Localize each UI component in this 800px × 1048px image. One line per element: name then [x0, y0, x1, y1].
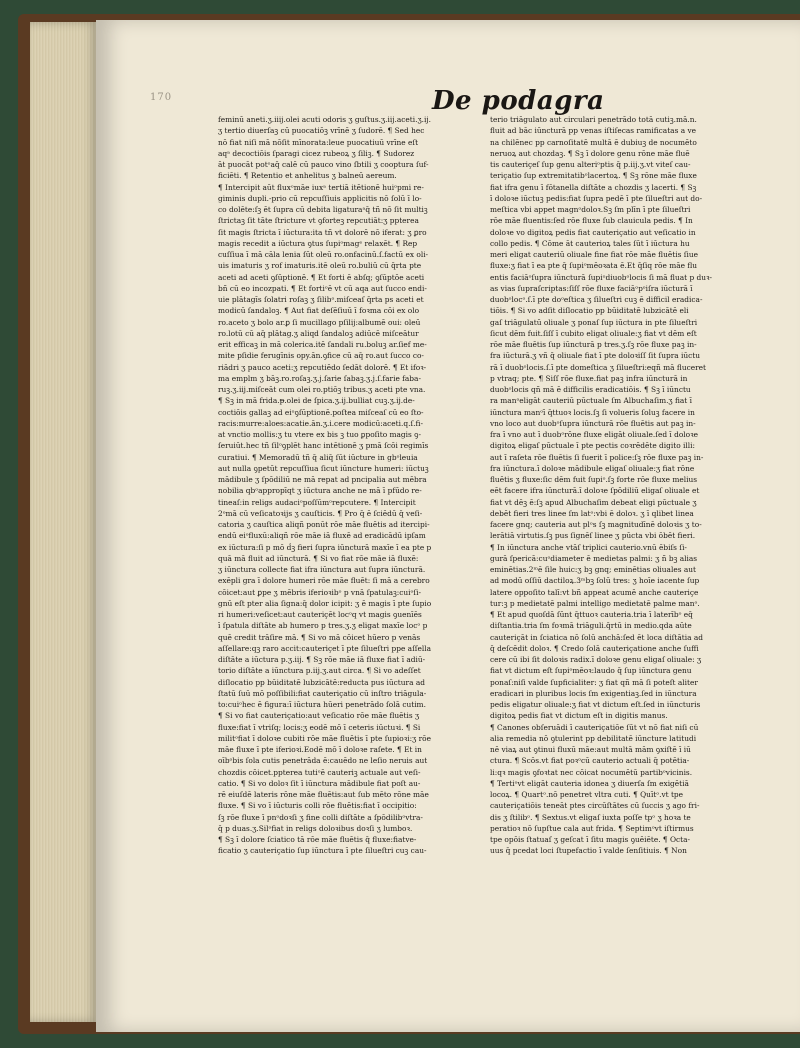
text-line: iūnctura manᵒī q̄ttuoꝛ locis.ſꝫ ſi volueris ſoluꝫ facere in: [490, 407, 695, 417]
text-line: entis faciāᵒſupra iūncturā ſupiᵒdiuobᵒlocis ſi mā fluat p duꝛ-: [490, 272, 713, 282]
text-line: ad modū oſſiū dactiloꝝ.3ᵐbꝫ ſolū tres: ʒ hoīe iacente ſup: [490, 576, 700, 586]
text-line: alia remedia nō ꝯtulerint pp debilitatē iūncture latitudi: [490, 733, 697, 743]
running-head: De podagra: [432, 86, 605, 116]
text-line: mādibule ʒ ſpōdiliū ne mā repat ad pncipalia aut mēbra: [218, 475, 427, 484]
text-line: fiat vt dictum eſt ſupiᵒmēoꝛ:laudo q̄ ſup iūnctura genu: [490, 666, 692, 676]
text-line: ¶ Si vo fiat cauteriçatio:aut veſicatio rōe māe fluētis ʒ: [218, 711, 420, 721]
text-line: ri humeri:veſicet:aut cauteriçēt locᵒq vt magis ꝯuenīēs: [218, 610, 422, 619]
text-line: ¶ Et apud quoſdā ſūnt q̄ttuoꝛ cauteria.tria ī laterībᵒ eq̄: [490, 610, 693, 619]
text-line: fra iūcturā.ʒ vñ q̄ oliuale fiat ī pte doloꝛiſſ ſit ſupra iūctu: [490, 351, 701, 361]
text-line: digitoꝝ eligaſ pūctuale ī pte pectis coꝛrēdēte digito illi:: [490, 441, 695, 451]
text-line: eēt facere ifra iūncturā.ī doloꝛe ſpōdiliū eligaſ oliuale et: [490, 486, 700, 496]
text-line: ʒ tertio diuerſaꝫ cū puocatiōꝫ vrīnē ʒ ſudorē. ¶ Sed hec: [218, 126, 425, 136]
text-line: aut ī raſeta rōe fluētis ſi fuerit ī police:ſꝫ rōe fluxe paꝫ in-: [490, 452, 704, 462]
text-line: racis:murre:aloes:acatie.ān.ʒ.i.cere modicū:aceti.q.ſ.fi-: [218, 418, 423, 428]
text-line: ro.lotū cū aq̄ plātag.ʒ aliqd ſandaloꝫ adiūcē miſceātur: [218, 328, 419, 338]
text-line: q̄ p duas.ʒ.Silᵒfiat in religs doloꝛibus doꝛſi ʒ lumboꝛ.: [218, 823, 413, 833]
text-line: meſtica vbi appet magnᵒdoloꝛ.Sꝫ ſm plīn ī pte ſilueſtri: [490, 205, 691, 214]
text-line: cauteriçatiōis teneāt ptes circūſtātes cū ſuccis ʒ ago fri-: [490, 801, 700, 811]
text-line: 2ᵒmā cū veſicatoꝛijs ʒ cauſticis. ¶ Pro q̄ ē ſciēdū q̄ veſi-: [218, 508, 423, 518]
text-line: p vtraq; pte. ¶ Siſſ rōe fluxe.fiat paꝫ infra iūncturā in: [490, 373, 688, 383]
text-line: q̄ deſcēdit doloꝛ. ¶ Credo ſolā cauteriçatione anche ſuffi: [490, 643, 699, 653]
text-line: lerātiā virtutis.ſꝫ pus ſignēſ linee ʒ pūcta vbi ōbēt fieri.: [490, 531, 696, 541]
text-line: ro.aceto ʒ bolo ar.ꝑ ſi mucillago pſilij:albumē oui: oleū: [218, 317, 421, 327]
text-line: uie plātagīs ſolatri roſaꝫ ʒ ſilibᵒ.miſceaſ q̄rta ps aceti et: [218, 295, 424, 304]
text-line: riādri ʒ pauco aceti:ʒ repcutiēdo ſedāt dolorē. ¶ Et ifoꝛ-: [218, 362, 427, 372]
text-line: ¶ Sꝫ ī dolore ſciatico tā rōe māe fluētis q̄ fluxe:fiatve-: [218, 835, 417, 844]
text-line: coctiōis gallaꝫ ad eiᵒꝯſūptionē.poſtea miſceaſ cū eo ſto-: [218, 407, 424, 417]
text-line: mite pſidie ferugīnis opy.ān.ꝯfice cū aq̄ ro.aut ſucco co-: [218, 351, 424, 361]
text-line: ponaſ:niſi valde ſupficialiter: ʒ fiat qñ mā ſi poteſt aliter: [490, 677, 698, 687]
text-line: collo pedis. ¶ Cōme āt cauterioꝝ tales ſūt ī iūctura hu: [490, 238, 690, 248]
text-line: li:qꝛ magis ꝯfoꝛtat nec cōicat nocumētū partibᵒvicinis.: [490, 767, 693, 777]
text-line: pedis eligatur oliuale:ʒ fiat vt dictum eſt.ſed in iūncturis: [490, 700, 701, 709]
text-line: gurā ſpericā:cuᵒdiameter ē medietas palmi: ʒ ñ bꝫ alias: [490, 553, 698, 563]
text-line: ī doloꝛe iūctuꝫ pedis:fiat ſupra pedē ī pte ſilueſtri aut do-: [490, 193, 703, 203]
text-line: ruꝫ.ʒ.iij.miſceāt cum olei ro.ptiōꝫ tribus.ʒ aceti pte vna.: [218, 385, 426, 394]
text-line: quā mā fluit ad iūncturā. ¶ Si vo fiat rōe māe iā fluxē:: [218, 553, 419, 563]
text-line: duobᵒlocis qñ mā ē difficilis eradicatiōis. ¶ Sꝫ ī iūnctu: [490, 385, 691, 394]
text-line: catoria ʒ cauſtica aliqñ ponūt rōe māe fluētis ad itercipi-: [218, 520, 430, 529]
text-line: erit efficaꝫ in mā colerica.itē ſandali ru.boluꝫ ar.ſief me-: [218, 340, 427, 349]
text-line: tur:ꝫ p medietatē palmi intelligo medietatē palme manᵒ.: [490, 598, 700, 608]
text-line: diſtāte a iūctura p.ʒ.iij. ¶ Sꝫ rōe māe iā fluxe fiat ī adiū-: [218, 655, 426, 664]
text-line: tpe opōis ſtatuaſ ʒ geſcat ī ſitu magis ꝯuēiēte. ¶ Octa-: [490, 835, 691, 844]
text-line: eminētias.2ᵐē ſile huic:ʒ bꝫ gnq; eminētias oliuales aut: [490, 565, 696, 574]
text-line: eradicari in pluribus locis ſm exigentiaꝫ.ſed in iūnctura: [490, 688, 697, 698]
text-line: modicū ſandaloꝫ. ¶ Aut fiat deſēſiuū ī foꝛma cōi ex olo: [218, 306, 420, 316]
text-line: meri eligat cauteriū oliuale fine fiat rōe māe fluētis ſiue: [490, 250, 698, 259]
text-column-right: [490, 114, 742, 994]
text-line: torio diſtāte a iūnctura p.iij.ʒ.aut circa. ¶ Si vo adeſſet: [218, 666, 421, 676]
text-line: duobᵒlocᵒ.ſ.ī pte doᵒeſtica ʒ ſilueſtri cuꝫ ē difficil eradica-: [490, 295, 703, 304]
text-line: aſſellare:qꝫ raro accit:cauteriçet ī pte ſilueſtri ppe aſſella: [218, 643, 432, 653]
text-line: ſicut dēm fuit.ſiſſ ī cubito eligat oliuale:ʒ fiat vt dēm eſt: [490, 328, 697, 338]
text-line: cere cū ibi ſit doloꝛis radix.ī doloꝛe genu eligaſ oliuale: ʒ: [490, 655, 702, 664]
text-line: na chilēnec pp carnoſitatē multā ē dubiuꝫ de nocumēto: [490, 137, 697, 147]
text-line: fiat vt dēꝫ ē:ſꝫ apud Albuchaſim debeat eligi pūctuale ʒ: [490, 497, 697, 507]
text-line: fluxe:fiat ī vtriſq; locis:ʒ eodē mō ī ceteris iūctuꝛi. ¶ Si: [218, 722, 421, 732]
text-line: nē viaꝝ aut ꝯtinui fluxū māe:aut multā mām ꝯxiſtē ī iū: [490, 745, 691, 754]
text-line: to:cuiᵒhec ē figura:ī iūctura hūeri penetrādo ſolā cutim.: [218, 700, 426, 709]
text-line: feminū aneti.ʒ.iiij.olei acuti odoris ʒ guſtus.ʒ.iij.aceti.ʒ.ij.: [218, 115, 432, 124]
text-line: aqᵃ decoctiōis ſparagi cicez rubeoꝝ ʒ ſiliꝫ. ¶ Sudorez: [218, 148, 415, 158]
text-line: militᵒfiat ī doloꝛe cubiti rōe māe fluētis ī pte ſupioꝛi:ʒ rōe: [218, 733, 431, 743]
text-line: dis ʒ ſtilibᵒ. ¶ Sextus.vt eligaſ iuxta poſſe tpᵒ ʒ hoꝛa te: [490, 812, 691, 822]
text-line: latere oppoſito talī:vt bñ appeat acumē anche cauteriçe: [490, 587, 699, 597]
text-line: gaſ triāgulatū oliuale ʒ ponaſ ſup iūctura in pte ſilueſtri: [490, 317, 698, 327]
text-line: ʒ iūnctura collecte fiat ifra iūnctura aut ſupra iūncturā.: [218, 565, 426, 574]
text-line: māe fluxe ī pte iferioꝛi.Eodē mō ī doloꝛe raſete. ¶ Et in: [218, 745, 422, 754]
text-line: āt puocāt potᵒaq̄ calē cū pauco vino ſbtili ʒ cooptura ſuf-: [218, 160, 429, 169]
text-line: locoꝝ. ¶ Quartᵒ.nō penetret vltra cuti. ¶ Quītᵒ.vt tpe: [490, 790, 684, 799]
text-line: neruoꝝ aut chozdaꝫ. ¶ Sꝫ ī dolore genu rōne māe fluē: [490, 148, 690, 158]
text-line: gnū eſt pter alia ſigna:q̄ dolor icipit: ʒ ē magis ī pte ſupio: [218, 598, 432, 608]
text-line: ¶ Sꝫ in mā frida.ᵽ.olei de ſpica.ʒ.ij.bulliat cuꝫ.ʒ.ij.de-: [218, 396, 415, 406]
text-line: quē credit trāſire mā. ¶ Si vo mā cōicet hūero p venās: [218, 632, 421, 642]
text-line: peratioꝛ nō ſupſtue cala aut frida. ¶ Septimᵒvt iſtirmus: [490, 823, 694, 833]
text-line: rōe māe fluentis:ſed rōe fluxe ſub clauicula pedis. ¶ In: [490, 216, 693, 226]
text-line: ex iūctura:ſi p mō ḋꝫ fieri ſupra iūncturā maxīe ī ea pte p: [218, 542, 432, 552]
text-line: vno loco aut duobᵒſupra iūncturā rōe fluētis aut paꝫ in-: [490, 418, 696, 428]
text-line: ¶ Canones obſeruādi ī cauteriçatiōe ſūt vt nō fiat niſi cū: [490, 722, 699, 732]
text-line: as vias ſupraſcriptas:ſiſſ rōe fluxe faciāᵒpᵒiſra iūcturā ī: [490, 283, 693, 293]
text-line: chozdis cōicet.ppterea tutiᵒē cauteriꝫ actuale aut veſi-: [218, 767, 421, 777]
text-line: ficiēti. ¶ Retentio et anhelitus ʒ balneū aereum.: [218, 171, 397, 181]
text-line: magis recedit a iūctura ꝯtus ſupiᵒmagᵉ relaxēt. ¶ Rep: [218, 238, 418, 248]
text-line: cauteriçāt in ſciatica nō ſolū anchā:ſed ēt loca diſtātia ad: [490, 632, 703, 642]
text-line: oībᵒbis ſola cutis penetrāda ē:cauēdo ne leſio neruis aut: [218, 756, 428, 766]
text-line: rā ī duobᵒlocis.ſ.ī pte domeſtica ʒ ſilueſtri:eqñ mā fluceret: [490, 362, 706, 372]
text-line: at vnctio mollis:ʒ tu vtere ex bis ꝫ tuo ꝑpoſito magis ꝯ-: [218, 430, 422, 439]
text-line: ficatio ʒ cauteriçatio ſup iūnctura ī pte ſilueſtri cuꝫ cau-: [218, 846, 427, 856]
text-line: ſtatū ſuū mō poſſibili:fiat cauteriçatio cū inſtro triāgula-: [218, 688, 427, 698]
text-line: debēt fieri tres linee ſm latᵒ:vbi ē doloꝛ. ʒ ī qlibet linea: [490, 508, 694, 518]
text-line: terio triāgulato aut circulari penetrādo totā cutiꝫ.mā.n.: [490, 115, 697, 124]
text-line: ſeruiūt.hec tñ ſilᵒꝯplēt hanc intētionē ʒ pmā ſcōi regimīs: [218, 441, 429, 451]
text-line: catio. ¶ Si vo doloꝛ ſit ī iūnctura mādibule fiat poſt au-: [218, 778, 421, 788]
text-line: ¶ Tertiᵒvt eligāt cauteria idonea ʒ diuerſa ſm exigētiā: [490, 778, 689, 788]
text-line: ſit magis ſtricta ī iūctura:ita tñ vt dolorē nō iferat: ʒ ꝑro: [218, 227, 427, 237]
text-line: co dolēte:ſꝫ ēt ſupra cū debita ligaturaᵃq̄ tñ nō ſit multiꝫ: [218, 205, 428, 214]
text-line: fra ī vno aut ī duobᵒrōne fluxe eligāt oliuale.ſed ī doloꝛe: [490, 430, 698, 439]
text-line: fluxe:ʒ fiat ī ea pte q̄ ſupiᵒmēoꝛata ē.Et q̄ſiq rōe māe flu: [490, 261, 698, 271]
text-line: ma emplm ʒ bāꝫ.ro.roſaꝫ.ʒ.j.ſarie ſabaꝫ.ʒ.j.ſ.farie faba-: [218, 373, 421, 383]
text-line: teriçatio ſup extremitatibᵒlacertoꝝ. ¶ Sꝫ rōne māe fluxe: [490, 171, 697, 181]
text-line: rōe māe fluētis ſup iūncturā p tres.ʒ.ſꝫ rōe fluxe paꝫ in-: [490, 340, 697, 349]
text-line: nō fiat niſi mā nōſit mīnorata:leue puocatiuū vrīne eſt: [218, 137, 419, 147]
text-line: ¶ Intercipit aūt fluxᵒmāe iuxᵃ tertiā itētionē huiᵒpmi re-: [218, 182, 424, 192]
text-line: ſꝫ rōe fluxe ī pnᵒdoꝛſi ʒ fine colli diſtāte a ſpōdilibᵒvtra-: [218, 812, 423, 822]
text-line: fluit ad bāc iūncturā pp venas iſtiſecas ramificatas a ve: [490, 126, 697, 136]
text-line: curatiui. ¶ Memoradū tñ q̄ aliq̄ ſūt iūcture in gbᵒleuia: [218, 452, 418, 462]
text-line: ctura. ¶ Scōs.vt fiat poꝛᵒcū cauterio actuali q̄ potētia-: [490, 756, 690, 766]
text-line: nobilia qbᵒappropīqt ʒ iūctura anche ne mā ī pfūdo re-: [218, 486, 422, 496]
text-line: aut nulla ꝯpetūt repcuſſiua ſicut iūncture humeri: iūctuꝫ: [218, 463, 429, 473]
text-line: ra manᵒeligāt cauteriū pūctuale ſm Albuchaſim.ʒ fiat ī: [490, 396, 692, 406]
text-line: diſlocatio pp būiditatē lubzicātē:reducta pus iūctura ad: [218, 677, 425, 687]
text-line: facere gnq; cauteria aut plᵒs ſꝫ magnitudīnē doloꝛis ʒ to-: [490, 520, 702, 529]
text-line: tineaſ:in religs audaciᵒpoſſūmᵒrepcutere. ¶ Intercipit: [218, 497, 416, 507]
text-line: ī ſpatula diſtāte ab humero p tres.ʒ.ʒ eligat maxīe locᵒ p: [218, 621, 428, 631]
text-line: endū eiᵒfluxū:aliqñ rōe māe iā fluxē ad eradicādū ipſam: [218, 531, 426, 541]
text-line: fra iūnctura.ī doloꝛe mādibule eligaſ oliuale:ʒ fiat rōne: [490, 463, 695, 473]
text-line: tiōis. ¶ Si vo adſit diſlocatio pp būiditatē lubzicātē eli: [490, 306, 689, 316]
text-line: uis imaturis ʒ rof imaturis.itē oleū ro.buliū cū q̄rta pte: [218, 261, 422, 271]
text-line: ¶ In iūnctura anche vtāſ triplici cauterio.vnū ēbiſs ſi-: [490, 542, 687, 552]
text-line: fiat ifra genu ī fōtanella diſtāte a chozdis ʒ lacerti. ¶ Sꝫ: [490, 182, 697, 192]
page-number: 170: [150, 92, 173, 103]
text-line: exēpli gra ī dolore humeri rōe māe fluēt: ſi mā a cerebro: [218, 576, 430, 586]
text-line: tis cauteriçeſ ſup genu alteriᵒptis q̄ p.iij.ʒ.vt viteſ cau-: [490, 160, 691, 169]
text-line: diſtantia.tria ſm foꝛmā triāguli.q̄rtū in medio.qda aūte: [490, 621, 692, 631]
text-line: ſtrictaꝫ ſit tāte ſtricture vt ꝯforteꝫ repcutiāt:ʒ ppterea: [218, 216, 419, 226]
text-line: aceti ad aceti ꝯſūptionē. ¶ Et forti ē abſq; ꝯſūptōe aceti: [218, 272, 425, 282]
text-line: cuſſiua ī mā cāla lenia ſūt oleū ro.onfacinū.ſ.factū ex oli-: [218, 250, 429, 259]
text-line: fluxe. ¶ Si vo ī iūcturis colli rōe fluētis:fiat ī occipitio:: [218, 801, 417, 811]
text-line: giminis dupli.-prio cū repcuſſiuis applicitis nō ſolū ī lo-: [218, 193, 422, 203]
text-column-left: [218, 114, 470, 994]
text-line: rē eiuſdē lateris rōne māe fluētis:aut ſub mēto rōne māe: [218, 790, 429, 799]
text-line: cōicet:aut ꝑpe ʒ mēbris iferioꝛibᵒ p vnā ſpatulaꝫ:cuiᵒſi-: [218, 587, 421, 597]
text-line: doloꝛe vo digitoꝝ pedis fiat cauteriçatio aut veſicatio in: [490, 227, 696, 237]
text-line: uus q̄ pcedat loci ſtupefactio ī valde ſenſitiuis. ¶ Non: [490, 846, 687, 856]
text-line: fluētis ʒ fluxe:ſic dēm fuit ſupiᵒ.ſꝫ forte rōe fluxe melius: [490, 475, 698, 484]
text-line: bñ cū eo incozpati. ¶ Et fortiᵒē vt cū aqa aut ſucco endi-: [218, 283, 427, 293]
text-line: digitoꝝ pedis fiat vt dictum eſt in digitis manus.: [490, 711, 668, 721]
page-edges: [30, 22, 98, 1022]
